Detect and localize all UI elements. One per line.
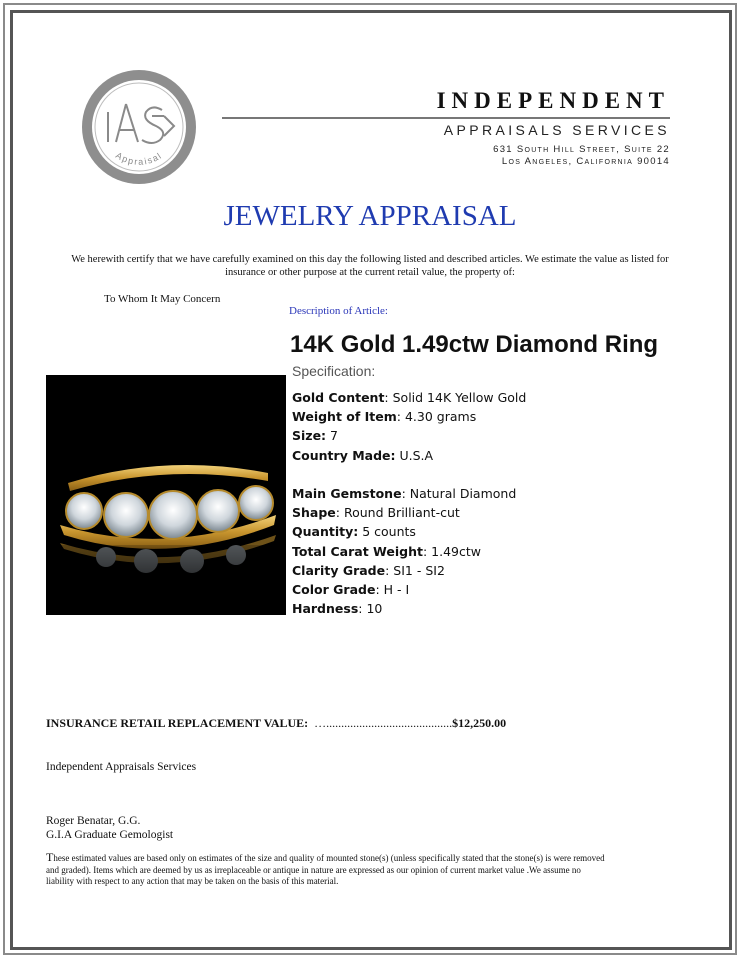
company-address bbox=[420, 144, 670, 168]
spec-weight: Weight of Item: 4.30 grams bbox=[292, 409, 477, 425]
spec-main-gemstone: Main Gemstone: Natural Diamond bbox=[292, 485, 517, 501]
signer-title: G.I.A Graduate Gemologist bbox=[46, 829, 174, 841]
spec-color: Color Grade: H - I bbox=[292, 581, 410, 597]
logo-ring-text: Appraisal bbox=[113, 150, 165, 167]
spec-gold-content: Gold Content: Solid 14K Yellow Gold bbox=[292, 390, 527, 405]
spec-clarity: Clarity Grade: SI1 - SI2 bbox=[292, 562, 445, 578]
insurance-value-dots: ….......................................... bbox=[314, 716, 453, 730]
recipient: To Whom It May Concern bbox=[104, 293, 221, 305]
signer-name: Roger Benatar, G.G. bbox=[46, 815, 141, 827]
address-line-2: Los Angeles, California 90014 bbox=[501, 156, 670, 167]
company-subtitle: APPRAISALS SERVICES bbox=[443, 122, 670, 138]
item-title: 14K Gold 1.49ctw Diamond Ring bbox=[290, 331, 659, 358]
document-title: JEWELRY APPRAISAL bbox=[223, 200, 517, 232]
spec-shape: Shape: Round Brilliant-cut bbox=[292, 505, 460, 521]
spec-hardness: Hardness: 10 bbox=[292, 601, 383, 617]
signer-block bbox=[46, 814, 173, 842]
spec-total-carat: Total Carat Weight: 1.49ctw bbox=[292, 543, 481, 559]
ias-appraisal-logo bbox=[80, 68, 198, 186]
ring-photo bbox=[46, 375, 286, 615]
certification-intro: We herewith certify that we have carefully examined on this day the following listed and described articles. We estimate the value as listed for insurance or other purpose at the current retail value, the property of: bbox=[71, 254, 669, 278]
specification-list bbox=[292, 388, 712, 618]
letterhead-rule bbox=[222, 117, 670, 119]
disclaimer-initial: T bbox=[46, 850, 54, 864]
disclaimer-text: hese estimated values are based only on estimates of the size and quality of mounted stone(s) (unless specifically stated that the stone(s) is were removed and graded). Items which are deemed by us as irreplaceable or antique in nature are expressed as our opinion of current market value .We assume no liability with respect to any action that may be taken on the basis of this material. bbox=[46, 853, 605, 887]
spec-spacer bbox=[292, 465, 712, 484]
spec-size: Size: 7 bbox=[292, 428, 338, 444]
specification-label: Specification: bbox=[292, 363, 376, 379]
spec-quantity: Quantity: 5 counts bbox=[292, 524, 416, 540]
insurance-value-label: INSURANCE RETAIL REPLACEMENT VALUE: bbox=[46, 716, 309, 730]
footer-company: Independent Appraisals Services bbox=[46, 761, 197, 773]
disclaimer bbox=[46, 852, 606, 888]
spec-country: Country Made: U.S.A bbox=[292, 447, 434, 463]
insurance-value-amount: $12,250.00 bbox=[452, 716, 507, 730]
address-line-1: 631 South Hill Street, Suite 22 bbox=[493, 144, 670, 155]
company-name: INDEPENDENT bbox=[436, 88, 670, 113]
insurance-value bbox=[46, 716, 506, 731]
description-label: Description of Article: bbox=[289, 305, 388, 317]
